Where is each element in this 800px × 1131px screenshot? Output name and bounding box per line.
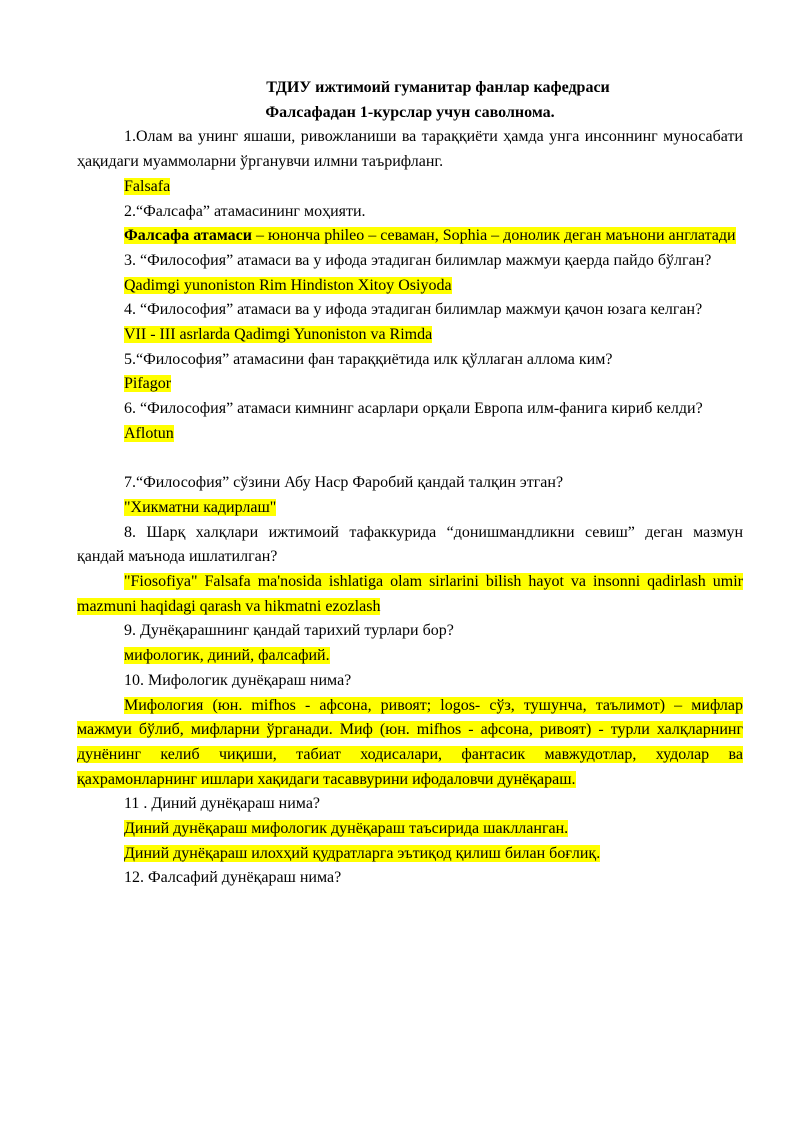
- question-4: 4. “Философия” атамаси ва у ифода этадиган билимлар мажмуи қачон юзага келган?: [124, 301, 703, 319]
- question-2: 2.“Фалсафа” атамасининг моҳияти.: [124, 202, 366, 220]
- question-6: 6. “Философия” атамаси кимнинг асарлари орқали Европа илм-фанига кириб келди?: [124, 400, 703, 418]
- question-3: 3. “Философия” атамаси ва у ифода этадиган билимлар мажмуи қаерда пайдо бўлган?: [124, 251, 712, 269]
- document-title-questionnaire: Фалсафадан 1-курслар учун саволнома.: [265, 103, 555, 121]
- answer-9: [77, 644, 743, 669]
- question-1: 1.Олам ва унинг яшаши, ривожланиши ва тараққиёти ҳамда унга инсоннинг муносабати ҳақидаги муаммоларни ўрганувчи илмни таърифланг.: [77, 128, 743, 171]
- answer-11-text-2: Диний дунёқараш илохҳий қудратларга эътиқод қилиш билан боғлиқ.: [124, 844, 601, 862]
- document-title-department: ТДИУ ижтимоий гуманитар фанлар кафедраси: [266, 79, 610, 96]
- answer-5-text: Pifagor: [124, 375, 172, 393]
- answer-2: [77, 224, 743, 249]
- answer-4: [77, 323, 743, 348]
- question-9: 9. Дунёқарашнинг қандай тарихий турлари бор?: [124, 622, 454, 640]
- question-12: 12. Фалсафий дунёқараш нима?: [124, 869, 342, 887]
- answer-3-text: Qadimgi yunoniston Rim Hindiston Xitoy Osiyoda: [124, 276, 452, 294]
- answer-4-text: VII - III asrlarda Qadimgi Yunoniston va Rimda: [124, 326, 433, 344]
- answer-6-text: Aflotun: [124, 424, 174, 442]
- answer-1: [77, 175, 743, 200]
- answer-6: [77, 422, 743, 447]
- question-7: 7.“Философия” сўзини Абу Наср Фаробий қандай талқин этган?: [124, 474, 564, 492]
- answer-5: [77, 372, 743, 397]
- question-5: 5.“Философия” атамасини фан тараққиётида илк қўллаган аллома ким?: [124, 350, 613, 368]
- blank-line: [77, 447, 743, 472]
- answer-1-text: Falsafa: [124, 177, 171, 195]
- answer-11-text-1: Диний дунёқараш мифологик дунёқараш таъсирида шаклланган.: [124, 820, 569, 838]
- answer-11-line-2: [77, 842, 743, 867]
- answer-11-line-1: [77, 817, 743, 842]
- answer-2-text: – юнонча phileo – севаман, Sophia – донолик деган маънони англатади: [251, 227, 736, 245]
- question-8: 8. Шарқ халқлари ижтимоий тафаккурида “донишмандликни севиш” деган мазмун қандай маънода ишлатилган?: [77, 523, 743, 566]
- answer-10-text: Мифология (юн. mifhos - афсона, ривоят; logos- сўз, тушунча, таълимот) – мифлар мажмуи бўлиб, мифларни ўрганади. Миф (юн. mifhos - афсона, ривоят) - турли халқларнинг дунёнинг келиб чиқиши, табиат ходисалари, фантасик мавжудотлар, худолар ва қахрамонларнинг ишлари хақидаги тасаввурини ифодаловчи дунёқараш.: [77, 696, 743, 788]
- answer-3: [77, 274, 743, 299]
- answer-8: [77, 570, 743, 619]
- answer-8-text: "Fiosofiya" Falsafa ma'nosida ishlatiga olam sirlarini bilish hayot va insonni qadirlash umir mazmuni haqidagi qarash va hikmatni ezozlash: [77, 573, 743, 615]
- answer-9-text: мифологик, диний, фалсафий.: [124, 647, 330, 665]
- answer-2-bold-text: Фалсафа атамаси: [124, 227, 252, 245]
- question-10: 10. Мифологик дунёқараш нима?: [124, 671, 352, 689]
- document-page: [77, 76, 743, 891]
- answer-10: [77, 694, 743, 793]
- question-11: 11 . Диний дунёқараш нима?: [124, 795, 321, 813]
- answer-7: [77, 496, 743, 521]
- answer-7-text: "Хикматни кадирлаш": [124, 498, 277, 516]
